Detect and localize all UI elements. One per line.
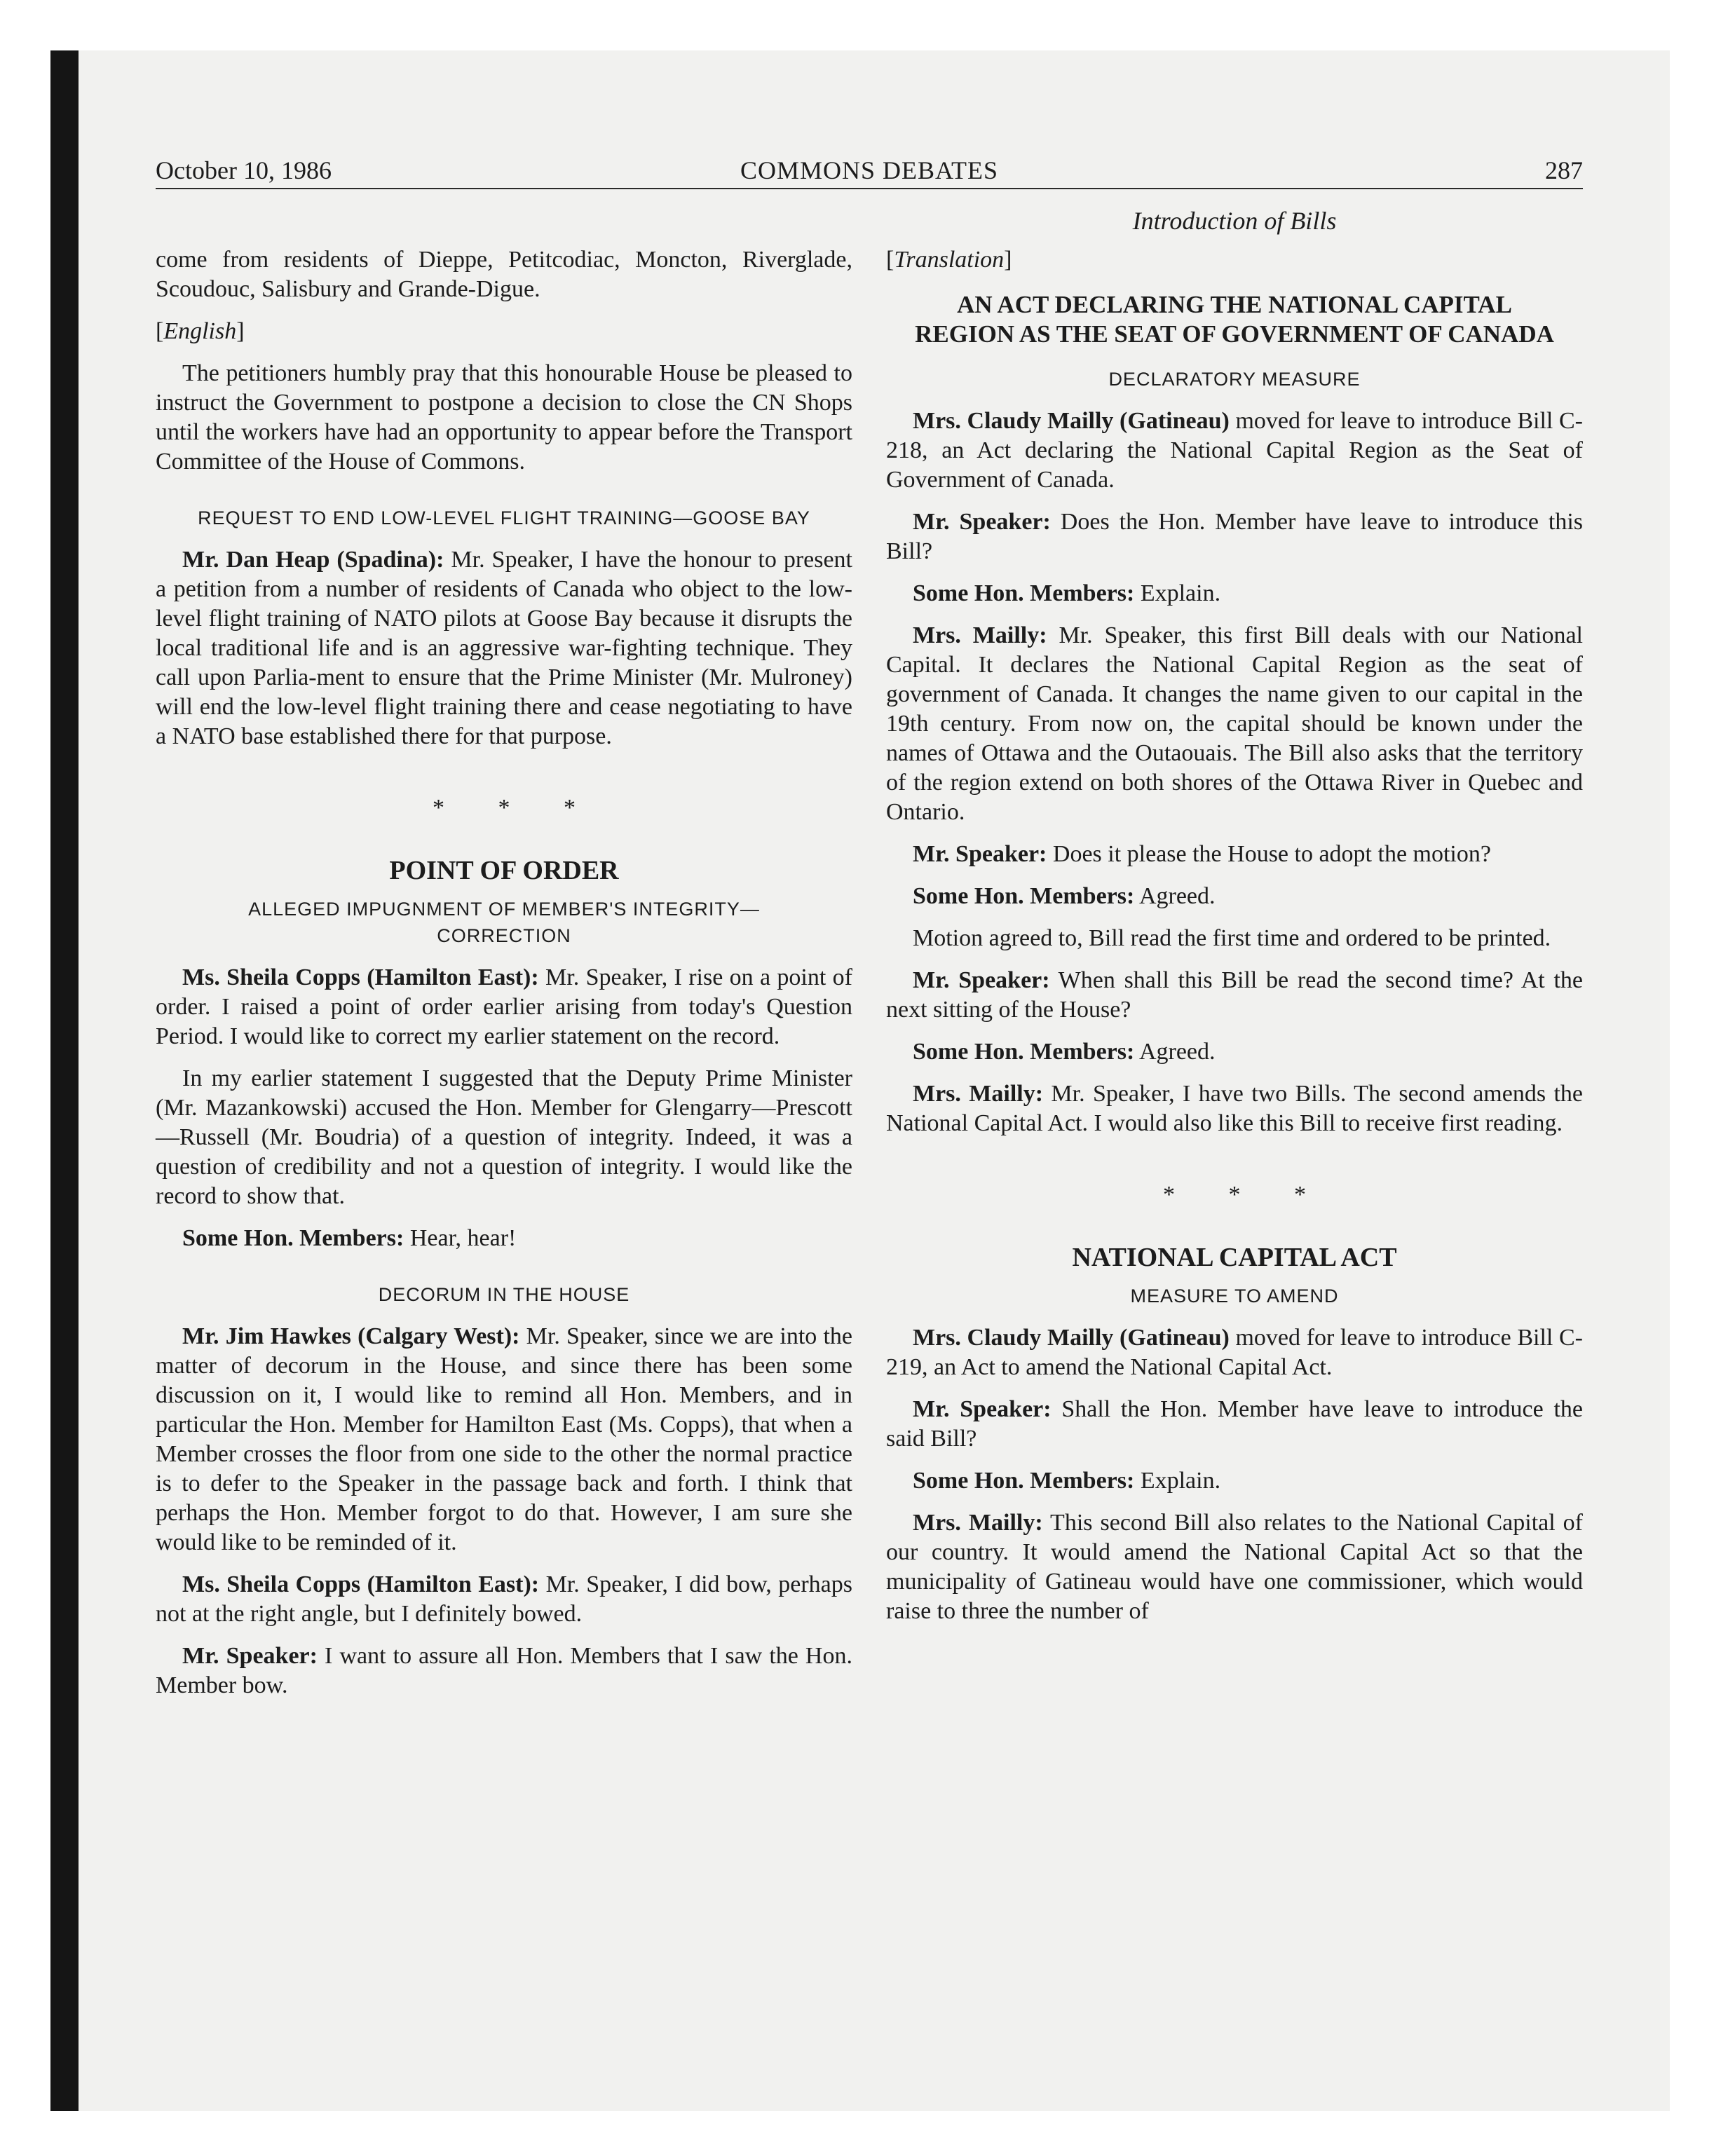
speaker-name: Ms. Sheila Copps (Hamilton East): [182, 964, 539, 990]
left-column [156, 245, 852, 1713]
speaker-name: Some Hon. Members: [913, 580, 1135, 606]
speech: Some Hon. Members: Hear, hear! [182, 1225, 517, 1251]
section-subheading: ALLEGED IMPUGNMENT OF MEMBER'S INTEGRITY—CORRECTION [248, 899, 760, 946]
speech: Mrs. Mailly: Mr. Speaker, this first Bill deals with our National Capital. It declares the National Capital Region as the seat of government of Canada. It changes the name given to our capital in the 19th century. From now on, the capital should be known under the names of Ottawa and the Outaouais. The Bill also asks that the territory of the region extend on both shores of the Ottawa River in Quebec and Ontario. [886, 622, 1583, 825]
column-heading: Introduction of Bills [1132, 207, 1337, 235]
speaker-name: Mrs. Mailly: [913, 1081, 1044, 1107]
speaker-name: Mr. Speaker: [182, 1643, 318, 1669]
speaker-name: Mr. Speaker: [913, 967, 1050, 993]
bill-title: AN ACT DECLARING THE NATIONAL CAPITAL REGION AS THE SEAT OF GOVERNMENT OF CANADA [915, 291, 1554, 348]
speaker-name: Mr. Speaker: [913, 509, 1051, 535]
page-number: 287 [1545, 156, 1583, 184]
speaker-name: Some Hon. Members: [913, 883, 1135, 909]
section-heading: NATIONAL CAPITAL ACT [1072, 1243, 1397, 1272]
speaker-name: Mrs. Mailly: [913, 1510, 1043, 1536]
speech: Some Hon. Members: Explain. [913, 1468, 1221, 1494]
speech: Some Hon. Members: Agreed. [913, 1039, 1216, 1065]
header-rule [156, 188, 1583, 189]
section-separator: * * * [433, 795, 599, 821]
speech: Mr. Speaker: Does it please the House to adopt the motion? [913, 841, 1491, 867]
section-heading: POINT OF ORDER [389, 856, 619, 885]
speaker-name: Mr. Dan Heap (Spadina): [182, 547, 444, 573]
speech: Some Hon. Members: Explain. [913, 580, 1221, 606]
speaker-name: Mrs. Claudy Mailly (Gatineau) [913, 408, 1230, 434]
speaker-name: Mr. Speaker: [913, 841, 1047, 867]
header-title: COMMONS DEBATES [740, 156, 999, 184]
speech: Mr. Speaker: Does the Hon. Member have leave to introduce this Bill? [886, 509, 1583, 564]
speaker-name: Ms. Sheila Copps (Hamilton East): [182, 1571, 540, 1597]
paragraph: The petitioners humbly pray that this honourable House be pleased to instruct the Government to postpone a decision to close the CN Shops until the workers have had an opportunity to appear before the Transport Committee of the House of Commons. [156, 360, 852, 475]
section-subheading: MEASURE TO AMEND [1130, 1285, 1339, 1306]
language-marker: [Translation] [886, 247, 1012, 273]
speech: Ms. Sheila Copps (Hamilton East): Mr. Speaker, I rise on a point of order. I raised a point of order earlier arising from today's Question Period. I would like to correct my earlier statement on the record. [156, 964, 852, 1049]
speaker-name: Mrs. Mailly: [913, 622, 1047, 648]
running-header [156, 153, 1583, 188]
speaker-name: Some Hon. Members: [913, 1039, 1135, 1065]
speaker-name: Mr. Jim Hawkes (Calgary West): [182, 1323, 520, 1349]
speaker-name: Some Hon. Members: [913, 1468, 1135, 1494]
speech: Mr. Jim Hawkes (Calgary West): Mr. Speaker, since we are into the matter of decorum in the House, and since there has been some discussion on it, I would like to remind all Hon. Members, and in particular the Hon. Member for Hamilton East (Ms. Copps), that when a Member crosses the floor from one side to the other the normal practice is to defer to the Speaker in the passage back and forth. I think that perhaps the Hon. Member forgot to do that. However, I am sure she would like to be reminded of it. [156, 1323, 852, 1555]
speech: Mr. Speaker: Shall the Hon. Member have leave to introduce the said Bill? [886, 1396, 1583, 1452]
speaker-name: Mrs. Claudy Mailly (Gatineau) [913, 1325, 1230, 1351]
speech: Mr. Dan Heap (Spadina): Mr. Speaker, I have the honour to present a petition from a number of residents of Canada who object to the low-level flight training of NATO pilots at Goose Bay because it disrupts the local traditional life and is an aggressive war-fighting technique. They call upon Parlia-ment to ensure that the Prime Minister (Mr. Mulroney) will end the low-level flight training there and cease negotiating to have a NATO base established there for that purpose. [156, 547, 852, 749]
speech: Mr. Speaker: I want to assure all Hon. Members that I saw the Hon. Member bow. [156, 1643, 852, 1698]
right-column [886, 245, 1583, 1639]
paragraph: Motion agreed to, Bill read the first time and ordered to be printed. [913, 925, 1551, 951]
speech: Some Hon. Members: Agreed. [913, 883, 1216, 909]
header-date: October 10, 1986 [156, 156, 332, 184]
language-marker: [English] [156, 318, 245, 344]
section-subheading: DECORUM IN THE HOUSE [378, 1284, 630, 1305]
section-subheading: DECLARATORY MEASURE [1108, 369, 1361, 390]
paragraph: come from residents of Dieppe, Petitcodiac, Moncton, Riverglade, Scoudouc, Salisbury and Grande-Digue. [156, 247, 852, 302]
speaker-name: Mr. Speaker: [913, 1396, 1052, 1422]
speech: Mrs. Claudy Mailly (Gatineau) moved for leave to introduce Bill C-218, an Act declaring the National Capital Region as the Seat of Government of Canada. [886, 408, 1583, 493]
speaker-name: Some Hon. Members: [182, 1225, 404, 1251]
section-separator: * * * [1163, 1182, 1330, 1208]
speech: Mr. Speaker: When shall this Bill be read the second time? At the next sitting of the House? [886, 967, 1583, 1023]
speech: Mrs. Mailly: Mr. Speaker, I have two Bills. The second amends the National Capital Act. I would also like this Bill to receive first reading. [886, 1081, 1583, 1136]
scan-border [50, 50, 79, 2111]
section-subheading: REQUEST TO END LOW-LEVEL FLIGHT TRAINING—GOOSE BAY [198, 507, 810, 528]
speech: Ms. Sheila Copps (Hamilton East): Mr. Speaker, I did bow, perhaps not at the right angle, but I definitely bowed. [156, 1571, 852, 1627]
speech: Mrs. Mailly: This second Bill also relates to the National Capital of our country. It would amend the National Capital Act so that the municipality of Gatineau would have one commissioner, which would raise to three the number of [886, 1510, 1583, 1624]
paragraph: In my earlier statement I suggested that the Deputy Prime Minister (Mr. Mazankowski) accused the Hon. Member for Glengarry—Prescott—Russell (Mr. Boudria) of a question of integrity. Indeed, it was a question of credibility and not a question of integrity. I would like the record to show that. [156, 1065, 852, 1209]
speech: Mrs. Claudy Mailly (Gatineau) moved for leave to introduce Bill C-219, an Act to amend the National Capital Act. [886, 1325, 1583, 1380]
